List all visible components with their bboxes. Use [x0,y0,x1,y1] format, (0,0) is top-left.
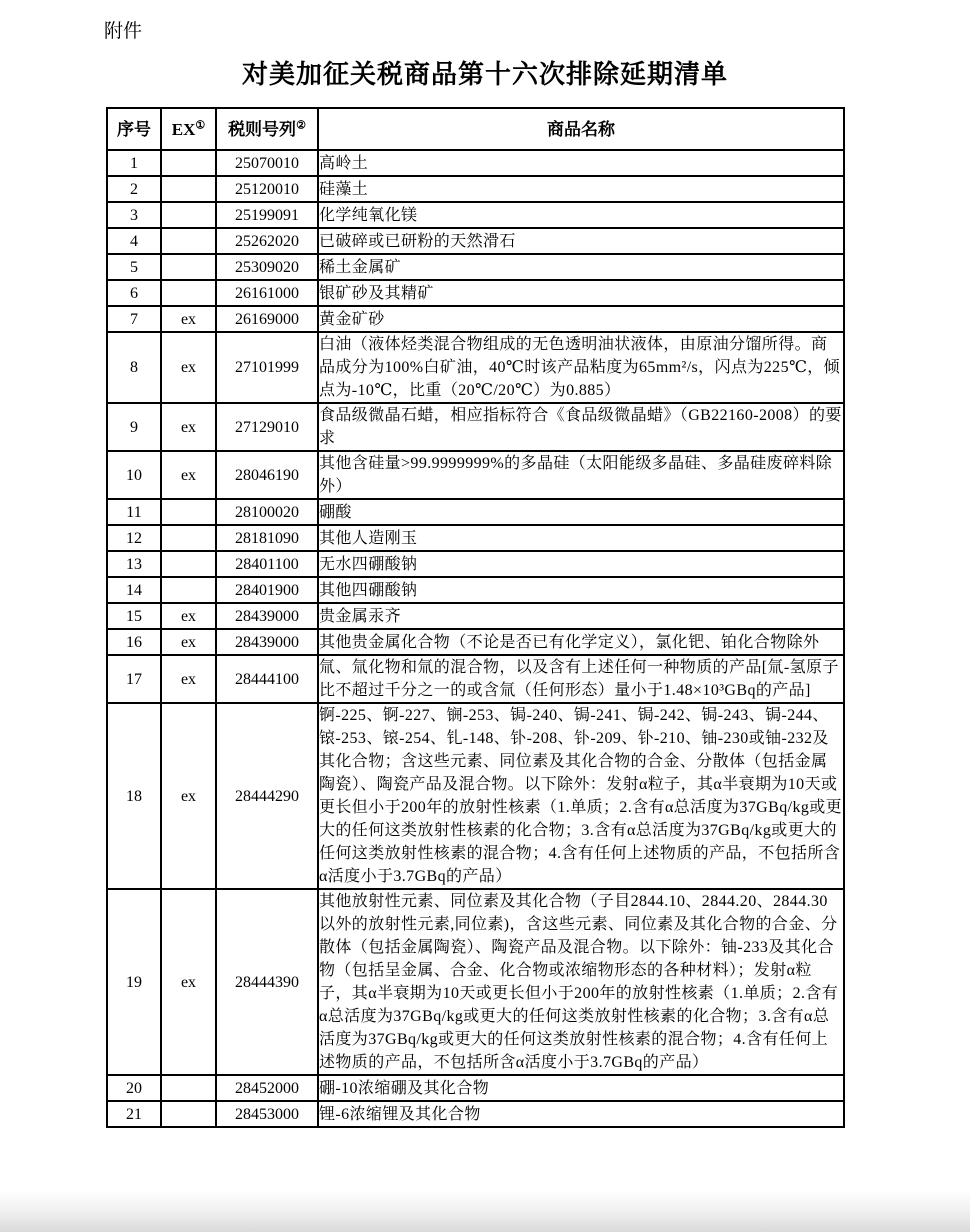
cell-ex [161,551,216,577]
cell-name: 银矿砂及其精矿 [318,280,844,306]
cell-index: 15 [107,603,161,629]
cell-ex [161,202,216,228]
cell-index: 19 [107,889,161,1075]
cell-name: 硅藻土 [318,176,844,202]
cell-code: 25199091 [216,202,318,228]
cell-name: 其他含硅量>99.9999999%的多晶硅（太阳能级多晶硅、多晶硅废碎料除外） [318,451,844,499]
cell-name: 贵金属汞齐 [318,603,844,629]
cell-ex: ex [161,629,216,655]
cell-ex [161,525,216,551]
cell-ex: ex [161,655,216,703]
col-header-ex-label: EX [171,119,196,139]
table-row [107,499,844,525]
cell-index: 1 [107,150,161,176]
footnote-marker-1: ① [195,118,206,131]
footnote-marker-2: ② [296,118,306,131]
cell-index: 21 [107,1101,161,1127]
table-row [107,889,844,1075]
cell-name: 硼酸 [318,499,844,525]
cell-name: 其他四硼酸钠 [318,577,844,603]
table-row [107,176,844,202]
cell-code: 28444100 [216,655,318,703]
table-row [107,332,844,403]
cell-name: 硼-10浓缩硼及其化合物 [318,1075,844,1101]
cell-ex [161,499,216,525]
cell-code: 28046190 [216,451,318,499]
cell-code: 28181090 [216,525,318,551]
cell-name: 其他贵金属化合物（不论是否已有化学定义），氯化钯、铂化合物除外 [318,629,844,655]
table-row [107,629,844,655]
cell-code: 28453000 [216,1101,318,1127]
cell-name: 稀土金属矿 [318,254,844,280]
cell-name: 其他放射性元素、同位素及其化合物（子目2844.10、2844.20、2844.30以外的放射性元素,同位素)，含这些元素、同位素及其化合物的合金、分散体（包括金属陶瓷）、陶瓷产品及混合物。以下除外：铀-233及其化合物（包括呈金属、合金、化合物或浓缩物形态的各种材料）；发射α粒子，其α半衰期为10天或更长但小于200年的放射性核素（1.单质；2.含有α总活度为37GBq/kg或更大的任何这类放射性核素的化合物；3.含有α总活度为37GBq/kg或更大的任何这类放射性核素的混合物；4.含有任何上述物质的产品，不包括所含α活度小于3.7GBq的产品） [318,889,844,1075]
cell-name: 高岭土 [318,150,844,176]
cell-name: 食品级微晶石蜡，相应指标符合《食品级微晶蜡》（GB22160-2008）的要求 [318,403,844,451]
cell-index: 2 [107,176,161,202]
col-header-code [216,108,318,150]
cell-name: 无水四硼酸钠 [318,551,844,577]
page-title: 对美加征关税商品第十六次排除延期清单 [241,59,728,89]
cell-index: 5 [107,254,161,280]
cell-name: 锕-225、锕-227、锎-253、锔-240、锔-241、锔-242、锔-243、锔-244、锿-253、锿-254、钆-148、钋-208、钋-209、钋-210、铀-230或铀-232及其化合物；含这些元素、同位素及其化合物的合金、分散体（包括金属陶瓷）、陶瓷产品及混合物。以下除外：发射α粒子，其α半衰期为10天或更长但小于200年的放射性核素（1.单质；2.含有α总活度为37GBq/kg或更大的任何这类放射性核素的化合物；3.含有α总活度为37GBq/kg或更大的任何这类放射性核素的混合物；4.含有任何上述物质的产品，不包括所含α活度小于3.7GBq的产品） [318,703,844,889]
cell-index: 4 [107,228,161,254]
cell-name: 黄金矿砂 [318,306,844,332]
cell-ex: ex [161,332,216,403]
cell-code: 28444290 [216,703,318,889]
col-header-index [107,108,161,150]
col-header-name-label: 商品名称 [547,119,615,139]
table-row [107,228,844,254]
cell-code: 25070010 [216,150,318,176]
col-header-code-label: 税则号列 [228,119,297,139]
cell-ex [161,228,216,254]
cell-name: 已破碎或已研粉的天然滑石 [318,228,844,254]
table-row [107,451,844,499]
cell-ex [161,577,216,603]
cell-index: 20 [107,1075,161,1101]
cell-code: 27129010 [216,403,318,451]
table-row [107,1101,844,1127]
col-header-index-label: 序号 [117,119,151,139]
table-row [107,306,844,332]
cell-ex: ex [161,603,216,629]
cell-ex: ex [161,451,216,499]
cell-code: 26161000 [216,280,318,306]
cell-ex: ex [161,403,216,451]
cell-name: 化学纯氧化镁 [318,202,844,228]
table-row [107,1075,844,1101]
table-header-row [107,108,844,150]
col-header-name [318,108,844,150]
cell-code: 28452000 [216,1075,318,1101]
cell-index: 3 [107,202,161,228]
col-header-ex [161,108,216,150]
cell-index: 12 [107,525,161,551]
cell-name: 白油（液体烃类混合物组成的无色透明油状液体，由原油分馏所得。商品成分为100%白矿油，40℃时该产品粘度为65mm²/s，闪点为225℃，倾点为-10℃，比重（20℃/20℃）为0.885） [318,332,844,403]
cell-index: 16 [107,629,161,655]
table-row [107,403,844,451]
cell-index: 17 [107,655,161,703]
cell-index: 8 [107,332,161,403]
cell-name: 其他人造刚玉 [318,525,844,551]
cell-index: 14 [107,577,161,603]
cell-code: 25120010 [216,176,318,202]
table-row [107,703,844,889]
cell-index: 18 [107,703,161,889]
page-bottom-shadow [0,1190,970,1232]
cell-code: 28401100 [216,551,318,577]
table-row [107,603,844,629]
cell-code: 25262020 [216,228,318,254]
table-body [107,150,844,1127]
table-row [107,655,844,703]
cell-code: 28100020 [216,499,318,525]
cell-index: 10 [107,451,161,499]
table-row [107,280,844,306]
table-row [107,254,844,280]
cell-ex [161,280,216,306]
cell-code: 26169000 [216,306,318,332]
table-row [107,551,844,577]
cell-ex [161,150,216,176]
attachment-label: 附件 [104,21,143,42]
cell-code: 28439000 [216,603,318,629]
table-row [107,202,844,228]
cell-ex: ex [161,889,216,1075]
table-row [107,150,844,176]
cell-ex [161,254,216,280]
cell-name: 锂-6浓缩锂及其化合物 [318,1101,844,1127]
cell-index: 13 [107,551,161,577]
cell-ex [161,1075,216,1101]
cell-code: 28444390 [216,889,318,1075]
cell-ex: ex [161,703,216,889]
table-row [107,525,844,551]
cell-ex [161,176,216,202]
cell-ex [161,1101,216,1127]
exclusion-table [106,107,845,1128]
cell-index: 6 [107,280,161,306]
cell-index: 11 [107,499,161,525]
cell-index: 7 [107,306,161,332]
cell-code: 28439000 [216,629,318,655]
cell-code: 27101999 [216,332,318,403]
cell-code: 25309020 [216,254,318,280]
cell-name: 氚、氚化物和氚的混合物，以及含有上述任何一种物质的产品[氚-氢原子比不超过千分之一的或含氚（任何形态）量小于1.48×10³GBq的产品] [318,655,844,703]
cell-code: 28401900 [216,577,318,603]
table-row [107,577,844,603]
cell-index: 9 [107,403,161,451]
cell-ex: ex [161,306,216,332]
